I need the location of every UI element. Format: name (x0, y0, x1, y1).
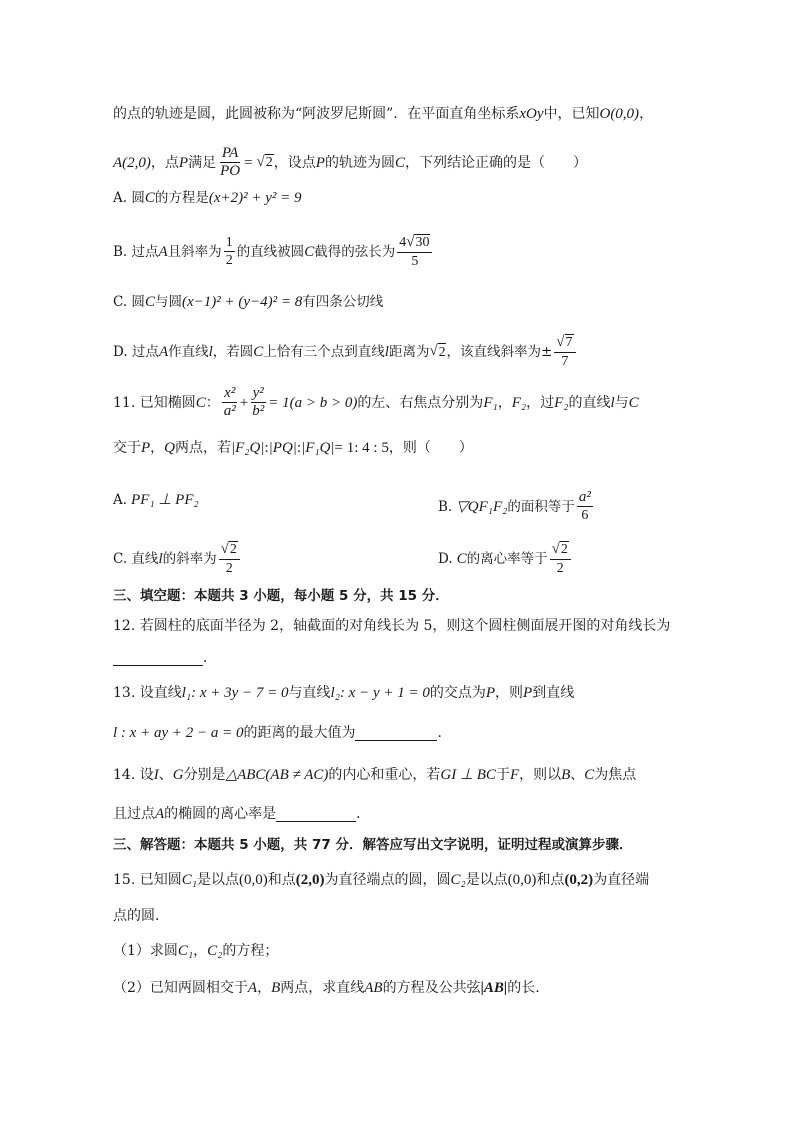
question-stem: 是以点 (465, 872, 508, 888)
segment-pq: |PQ| (268, 440, 297, 456)
q11-option-a (113, 490, 199, 510)
question-stem: 为直径端 (593, 872, 650, 888)
var-b: B (561, 767, 571, 783)
q12-line-1: 12. 若圆柱的底面半径为 2，轴截面的对角线长为 5，则这个圆柱侧面展开图的对角线长为 (113, 618, 671, 634)
intro-text: ，下列结论正确的是（ ） (404, 154, 587, 171)
var-i: I (153, 767, 159, 783)
section-heading-solutions: 三、解答题：本题共 5 小题，共 77 分．解答应写出文字说明，证明过程或演算步骤． (113, 837, 633, 853)
option-label: A. (113, 492, 128, 508)
fraction-denominator: 5 (411, 254, 419, 269)
ellipse-fraction-y (250, 386, 266, 419)
option-label: D. (438, 550, 453, 567)
question-stem: 分别是 (183, 767, 226, 783)
subquestion-text: （1）求圆 (113, 943, 178, 959)
q15-subquestion-1 (113, 941, 278, 961)
triangle-expression: △ABC(AB ≠ AC) (225, 767, 329, 783)
var-a: A (158, 343, 169, 360)
eccentricity-fraction (550, 541, 571, 576)
question-stem: ， (497, 394, 512, 411)
q11-option-c (113, 541, 242, 576)
q15-line-1 (113, 870, 649, 890)
fraction-denominator: a² (223, 403, 236, 419)
var-c: C (304, 243, 315, 260)
option-text: 且斜率为 (167, 243, 222, 260)
focus-f2: F₂ (511, 394, 527, 411)
var-q: Q (164, 440, 176, 456)
fraction-numerator: y² (252, 385, 264, 401)
var-b: B (271, 980, 281, 996)
radicand: 2 (229, 542, 237, 557)
answer-blank[interactable] (113, 651, 203, 666)
var-p: P (523, 685, 533, 701)
answer-blank[interactable] (355, 726, 437, 741)
point-origin: (0,0) (238, 872, 268, 888)
triangle-expression: ▽QF₁F₂ (456, 498, 508, 515)
var-c: C (628, 394, 639, 411)
var-f: F (509, 767, 520, 783)
intro-text: ，点 (150, 154, 179, 171)
question-stem: ， (150, 440, 165, 456)
intro-text: ，设点 (273, 154, 316, 171)
option-label: B. (438, 498, 453, 515)
line-l2-equation: : x − y + 1 = 0 (339, 685, 430, 701)
question-stem: 的交点为 (429, 685, 486, 701)
period: ． (437, 725, 452, 741)
question-stem: 和点 (536, 872, 565, 888)
q14-line-2 (113, 804, 370, 824)
question-stem: 14. 设 (113, 767, 154, 783)
option-text: 上恰有三个点到直线 (263, 343, 385, 360)
option-label: C. 直线 (113, 550, 159, 567)
var-g: G (172, 767, 184, 783)
var-c: C (195, 394, 206, 411)
q11-option-b (438, 490, 595, 523)
radicand: 2 (265, 155, 273, 170)
q13-line-2 (113, 723, 451, 743)
intro-line-2 (113, 146, 587, 179)
line-l1-equation: : x + 3y − 7 = 0 (191, 685, 289, 701)
question-stem: 与 (614, 394, 629, 411)
option-text: 作直线 (168, 343, 209, 360)
sqrt-expression: √ 2 (429, 343, 446, 359)
var-c: C (144, 190, 155, 206)
q14-line-1 (113, 765, 636, 785)
intro-text: 的轨迹为圆 (324, 154, 395, 171)
area-fraction (577, 490, 593, 523)
section-heading-fill-in: 三、填空题：本题共 3 小题，每小题 5 分，共 15 分． (113, 588, 449, 604)
q11-option-d (438, 541, 573, 576)
circle-c1: C₁ (177, 943, 194, 959)
slope-fraction (224, 235, 235, 268)
slope-fraction (554, 334, 575, 369)
option-text: 的方程是 (154, 190, 209, 206)
subquestion-text: （2）已知两圆相交于 (113, 980, 248, 996)
subquestion-text: ， (257, 980, 272, 996)
question-stem: ，则（ ） (388, 440, 473, 456)
fraction-numerator: √ 2 (550, 541, 571, 560)
q12-line-2 (113, 648, 217, 668)
question-stem: ，则 (495, 685, 524, 701)
option-text: 的离心率等于 (466, 550, 548, 567)
fraction-numerator: √ 2 (219, 541, 240, 560)
fraction-numerator: 1 (225, 235, 233, 250)
ratio-separator: : (264, 440, 269, 456)
option-text: 有四条公切线 (302, 294, 384, 310)
equals-sign: = (244, 154, 253, 171)
slope-fraction (219, 541, 240, 576)
intro-text: 中，已知 (543, 106, 600, 122)
option-text: ，该直线斜率为± (446, 343, 553, 360)
radicand: 30 (415, 235, 430, 250)
var-a: A (247, 980, 258, 996)
fraction-denominator: 7 (561, 354, 569, 369)
option-text: 距离为 (388, 343, 430, 360)
subquestion-text: 两点，求直线 (280, 980, 365, 996)
var-p: P (178, 154, 189, 171)
var-p: P (485, 685, 496, 701)
line-ab: AB (364, 980, 383, 996)
circle-c1: C₁ (181, 872, 197, 888)
var-l: l (208, 343, 213, 360)
chord-length: |AB| (480, 980, 508, 996)
q10-option-a (113, 188, 302, 208)
fraction-denominator: 2 (225, 561, 233, 576)
var-l: l (384, 343, 389, 360)
var-c: C (456, 550, 467, 567)
question-stem: 13. 设直线 (113, 685, 182, 701)
var-c: C (584, 767, 595, 783)
question-stem: 两点，若 (175, 440, 232, 456)
line-l1: l₁ (181, 685, 192, 701)
option-text: 的直线被圆 (236, 243, 305, 260)
circle-c2: C₂ (207, 943, 223, 959)
option-text: 的斜率为 (162, 550, 217, 567)
question-stem: 11. 已知椭圆 (113, 394, 196, 411)
option-label: A. 圆 (113, 190, 145, 206)
fraction-numerator: 4 √ 30 (397, 234, 432, 253)
focus-f1: F₁ (483, 394, 498, 411)
option-label: B. 过点 (113, 243, 159, 260)
segment-f2q: |F₂Q| (231, 440, 265, 456)
fraction-denominator: b² (252, 403, 265, 419)
point-2-0: (2,0) (295, 872, 325, 888)
point-0-2: (0,2) (564, 872, 594, 888)
question-stem: 为焦点 (594, 767, 637, 783)
question-stem: ： (205, 394, 220, 411)
var-a: A (158, 243, 168, 260)
intro-text: 的点的轨迹是圆，此圆被称为“阿波罗尼斯圆”．在平面直角坐标系 (113, 106, 520, 122)
var-p: P (315, 154, 325, 171)
subquestion-text: 的方程及公共弦 (382, 980, 481, 996)
q13-line-1 (113, 683, 574, 703)
ratio-value: = 1: 4 : 5 (334, 440, 389, 456)
circle-equation: (x−1)² + (y−4)² = 8 (181, 294, 303, 310)
fraction-denominator: 2 (556, 561, 564, 576)
var-a: A (155, 806, 165, 822)
intro-text: 满足 (188, 154, 217, 171)
question-stem: ，过 (526, 394, 555, 411)
option-text: 与圆 (154, 294, 182, 310)
option-text: 的面积等于 (507, 498, 575, 515)
chord-length-fraction (397, 234, 432, 269)
plus-sign: + (239, 394, 249, 411)
circle-equation: (x+2)² + y² = 9 (208, 190, 302, 206)
question-stem: 和点 (267, 872, 296, 888)
var-c: C (144, 294, 155, 310)
var-c: C (253, 343, 264, 360)
fraction-numerator: PA (221, 145, 239, 161)
question-stem: 的距离的最大值为 (243, 725, 356, 741)
fraction-numerator: √ 7 (554, 334, 575, 353)
point-origin: (0,0) (507, 872, 537, 888)
var-c: C (394, 154, 405, 171)
q10-option-c (113, 292, 383, 312)
question-stem: 到直线 (532, 685, 575, 701)
segment-f1q: |F₁Q| (301, 440, 335, 456)
radicand: 2 (438, 344, 446, 359)
fraction-numerator: a² (578, 489, 591, 505)
question-stem: 、 (158, 767, 173, 783)
q15-subquestion-2 (113, 978, 540, 998)
question-stem: 的椭圆的离心率是 (164, 806, 277, 822)
period: ． (203, 650, 217, 666)
subquestion-text: 的方程； (222, 943, 279, 959)
fraction-denominator: 6 (581, 508, 589, 523)
option-text: 截得的弦长为 (314, 243, 396, 260)
q11-line-2 (113, 438, 473, 458)
point-a: A(2,0) (113, 154, 151, 171)
ellipse-condition: = 1(a > b > 0) (268, 394, 358, 411)
var-l: l (158, 550, 163, 567)
sqrt-expression: √ 2 (256, 154, 273, 170)
ratio-separator: : (296, 440, 302, 456)
ratio-fraction (218, 146, 242, 179)
question-stem: 与直线 (288, 685, 331, 701)
answer-blank[interactable] (276, 807, 356, 822)
fraction-denominator: PO (220, 163, 241, 179)
var-p: P (141, 440, 151, 456)
question-stem: 的左、右焦点分别为 (357, 394, 484, 411)
perpendicular-expression: PF₁ ⊥ PF₂ (131, 492, 199, 508)
question-stem: 、 (570, 767, 585, 783)
question-stem: ，则以 (519, 767, 562, 783)
fraction-denominator: 2 (225, 253, 233, 268)
question-stem: 是以点 (196, 872, 239, 888)
q11-line-1 (113, 386, 639, 419)
point-o: O(0,0) (599, 106, 640, 122)
question-stem: 的内心和重心，若 (328, 767, 441, 783)
perpendicular-expression: GI ⊥ BC (440, 767, 496, 783)
option-text: ，若圆 (212, 343, 254, 360)
var-l: l (610, 394, 615, 411)
question-stem: 15. 已知圆 (113, 872, 182, 888)
coefficient: 4 (399, 235, 407, 250)
question-stem: 交于 (113, 440, 141, 456)
intro-text: ， (639, 106, 654, 122)
ellipse-fraction-x (222, 386, 238, 419)
line-l2: l₂ (330, 685, 340, 701)
question-stem: 为直径端点的圆，圆 (324, 872, 451, 888)
q15-line-2: 点的圆． (113, 908, 169, 924)
subquestion-text: ， (193, 943, 208, 959)
fraction-numerator: x² (224, 385, 236, 401)
option-label: D. 过点 (113, 343, 159, 360)
focus-f2: F₂ (554, 394, 569, 411)
line-l-equation: l : x + ay + 2 − a = 0 (113, 725, 244, 741)
question-stem: 且过点 (113, 806, 155, 822)
question-stem: 于 (495, 767, 510, 783)
coord-system: xOy (519, 106, 544, 122)
question-stem: 的直线 (568, 394, 611, 411)
intro-line-1 (113, 104, 653, 124)
q10-option-d (113, 334, 578, 369)
subquestion-text: 的长. (507, 980, 540, 996)
radicand: 7 (565, 335, 573, 350)
q10-option-b (113, 234, 434, 269)
option-label: C. 圆 (113, 294, 145, 310)
period: ． (356, 806, 371, 822)
circle-c2: C₂ (450, 872, 466, 888)
radicand: 2 (560, 542, 568, 557)
